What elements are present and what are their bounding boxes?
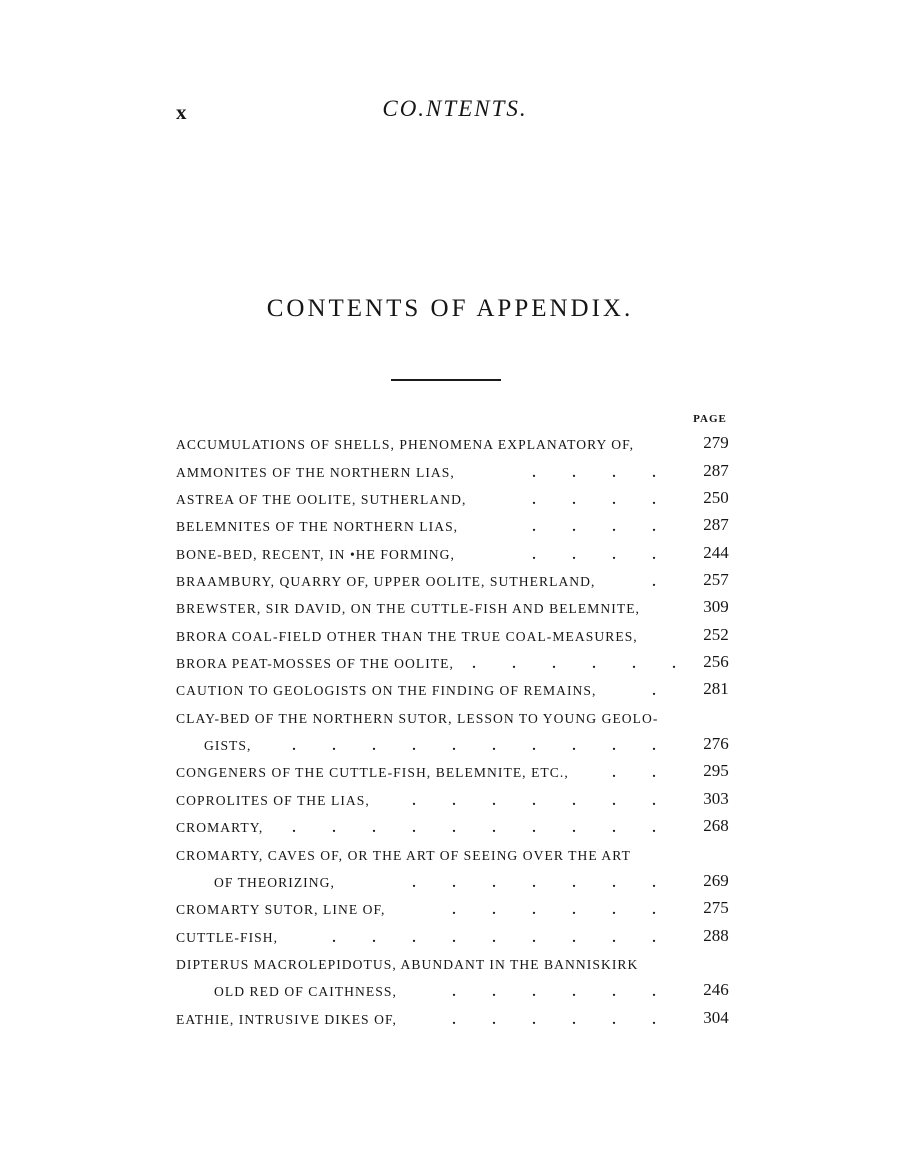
entry-title: BONE-BED, RECENT, IN •HE FORMING, xyxy=(176,546,455,562)
entry-title: CONGENERS OF THE CUTTLE-FISH, BELEMNITE, ETC., xyxy=(176,765,569,781)
contents-entry xyxy=(176,701,736,728)
dot-leader: . . . . xyxy=(532,494,656,509)
entry-page-number: 287 xyxy=(703,515,729,535)
contents-entry xyxy=(176,729,736,756)
entry-title: COPROLITES OF THE LIAS, xyxy=(176,792,370,808)
entry-title: CROMARTY, xyxy=(176,820,264,836)
entry-title: CROMARTY SUTOR, LINE OF, xyxy=(176,902,386,918)
contents-entry xyxy=(176,783,736,810)
entry-page-number: 246 xyxy=(703,980,729,1000)
entry-title: ASTREA OF THE OOLITE, SUTHERLAND, xyxy=(176,492,467,508)
contents-entry xyxy=(176,893,736,920)
contents-entry xyxy=(176,510,736,537)
dot-leader: . xyxy=(652,576,656,591)
dot-leader: . xyxy=(652,685,656,700)
entry-page-number: 250 xyxy=(703,488,729,508)
dot-leader: . . . . . . . . . xyxy=(332,931,656,946)
entry-title: BRAAMBURY, QUARRY OF, UPPER OOLITE, SUTHERLAND, xyxy=(176,574,596,590)
entry-title: BRORA PEAT-MOSSES OF THE OOLITE, xyxy=(176,656,454,672)
contents-entry xyxy=(176,592,736,619)
entry-page-number: 288 xyxy=(703,925,729,945)
entry-page-number: 276 xyxy=(703,734,729,754)
entry-page-number: 281 xyxy=(703,679,729,699)
contents-entry xyxy=(176,975,736,1002)
entry-page-number: 257 xyxy=(703,570,729,590)
page-folio: x xyxy=(176,100,188,124)
entry-title: OLD RED OF CAITHNESS, xyxy=(214,984,397,1000)
dot-leader: . . . . . . xyxy=(472,658,676,673)
entry-title: GISTS, xyxy=(204,738,252,754)
dot-leader: . . . . xyxy=(532,521,656,536)
dot-leader: . . . . . . xyxy=(452,986,656,1001)
contents-entry xyxy=(176,756,736,783)
entry-title: BELEMNITES OF THE NORTHERN LIAS, xyxy=(176,519,459,535)
entry-title: CUTTLE-FISH, xyxy=(176,929,279,945)
contents-entry xyxy=(176,838,736,865)
entry-page-number: 304 xyxy=(703,1007,729,1027)
page-column-heading: PAGE xyxy=(693,413,727,425)
running-head: CO.ΝTENTS. xyxy=(382,96,528,121)
entry-page-number: 287 xyxy=(703,460,729,480)
contents-entry xyxy=(176,920,736,947)
dot-leader: . . xyxy=(612,767,656,782)
entry-page-number: 269 xyxy=(703,870,729,890)
entry-page-number: 252 xyxy=(703,624,729,644)
dot-leader: . . . . . . xyxy=(452,1013,656,1028)
entry-page-number: 303 xyxy=(703,788,729,808)
entry-title: BRORA COAL-FIELD OTHER THAN THE TRUE COAL-MEASURES, xyxy=(176,628,638,644)
entry-title: CAUTION TO GEOLOGISTS ON THE FINDING OF REMAINS, xyxy=(176,683,597,699)
contents-entry xyxy=(176,455,736,482)
dot-leader: . . . . . . . . . . xyxy=(292,822,656,837)
contents-entry xyxy=(176,537,736,564)
contents-entry xyxy=(176,948,736,975)
entry-title: OF THEORIZING, xyxy=(214,874,335,890)
dot-leader: . . . . . . . xyxy=(412,794,656,809)
entry-title: CROMARTY, CAVES OF, OR THE ART OF SEEING OVER THE ART xyxy=(176,847,631,863)
dot-leader: . . . . . . . xyxy=(412,876,656,891)
entry-title: ACCUMULATIONS OF SHELLS, PHENOMENA EXPLANATORY OF, xyxy=(176,437,635,453)
contents-entry xyxy=(176,619,736,646)
entry-page-number: 256 xyxy=(703,652,729,672)
entry-page-number: 295 xyxy=(703,761,729,781)
dot-leader: . . . . . . . . . . xyxy=(292,740,656,755)
contents-entry xyxy=(176,674,736,701)
dot-leader: . . . . xyxy=(532,466,656,481)
entry-page-number: 268 xyxy=(703,816,729,836)
entry-page-number: 244 xyxy=(703,542,729,562)
entry-title: BREWSTER, SIR DAVID, ON THE CUTTLE-FISH AND BELEMNITE, xyxy=(176,601,640,617)
entry-title: EATHIE, INTRUSIVE DIKES OF, xyxy=(176,1011,397,1027)
title-rule-divider xyxy=(391,379,501,381)
contents-entry xyxy=(176,565,736,592)
entry-title: DIPTERUS MACROLEPIDOTUS, ABUNDANT IN THE BANNISKIRK xyxy=(176,956,639,972)
entry-page-number: 309 xyxy=(703,597,729,617)
contents-entry xyxy=(176,811,736,838)
contents-entry xyxy=(176,428,736,455)
dot-leader: . . . . xyxy=(532,548,656,563)
contents-list xyxy=(176,428,736,1030)
contents-entry xyxy=(176,483,736,510)
contents-entry xyxy=(176,647,736,674)
dot-leader: . . . . . . xyxy=(452,904,656,919)
contents-entry xyxy=(176,1002,736,1029)
appendix-title: CONTENTS OF APPENDIX. xyxy=(266,295,634,322)
entry-page-number: 279 xyxy=(703,433,729,453)
entry-title: CLAY-BED OF THE NORTHERN SUTOR, LESSON TO YOUNG GEOLO- xyxy=(176,710,659,726)
entry-page-number: 275 xyxy=(703,898,729,918)
entry-title: AMMONITES OF THE NORTHERN LIAS, xyxy=(176,464,455,480)
contents-entry xyxy=(176,866,736,893)
